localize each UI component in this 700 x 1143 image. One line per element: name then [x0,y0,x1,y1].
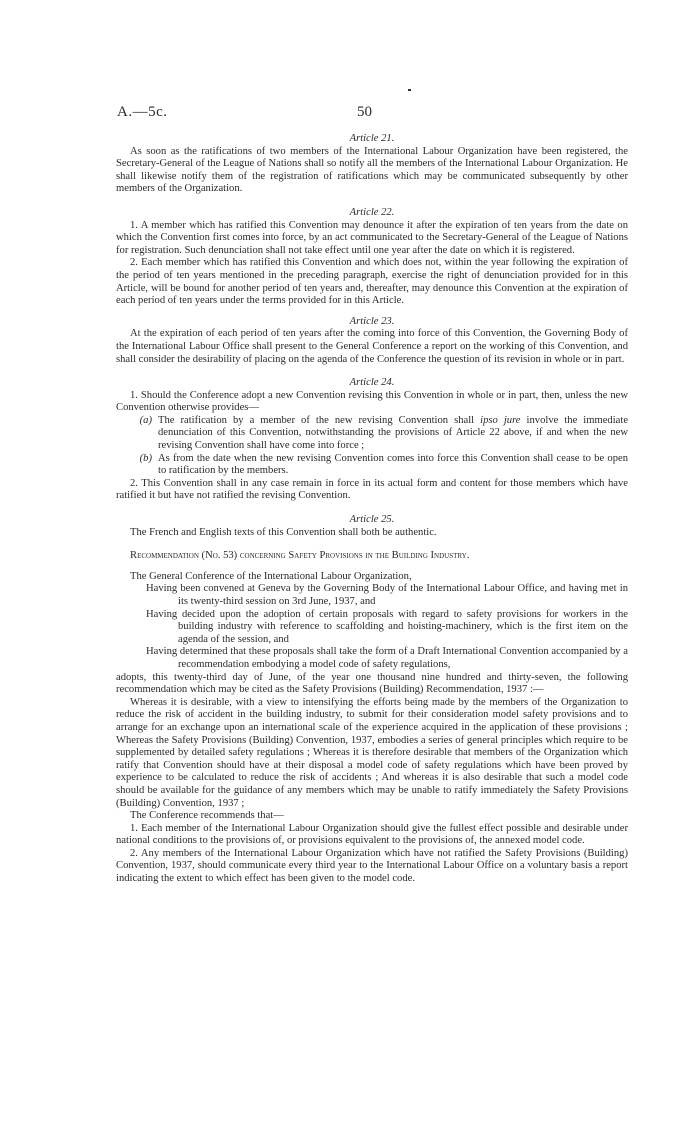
article-24-closing: 2. This Convention shall in any case remain in force in its actual form and content for those members which have ratified it but have not ratified the revising Convention. [116,477,628,502]
article-24-intro: 1. Should the Conference adopt a new Convention revising this Convention in whole or in part, then, unless the new Convention otherwise provides— [116,389,628,414]
article-25-paragraph: The French and English texts of this Convention shall both be authentic. [130,526,437,538]
article-22-paragraph-1: 1. A member which has ratified this Convention may denounce it after the expiration of ten years from the date on which the Convention first comes into force, by an act communicated to the Secretary-General of the League of Nations for registration. Such denunciation shall not take effect until one year after the date on which it is registered. [116,219,628,256]
article-24-item-a [116,415,628,453]
recommendation-point-1: 1. Each member of the International Labour Organization should give the fullest effect possible and desirable under national conditions to the provisions of, or provisions equivalent to the provisions of, the annexed model code. [116,822,628,847]
stray-ink-mark [408,89,411,91]
article-21-heading: Article 21. [349,133,395,144]
recommendation-opening: The General Conference of the International Labour Organization, [130,570,412,582]
article-22-heading: Article 22. [349,206,395,218]
recommendation-recital-3: Having determined that these proposals shall take the form of a Draft International Convention accompanied by a recommendation embodying a model code of safety regulations, [146,646,628,670]
article-24-item-b [116,453,628,478]
recommendation-whereas: Whereas it is desirable, with a view to intensifying the efforts being made by the members of the Organization to reduce the risk of accident in the building industry, to submit for their consideration model safety provisions and to arrange for an exchange upon an international scale of the experience acquired in the application of these provisions ; Whereas the Safety Provisions (Building) Convention, 1937, embodies a series of general principles which require to be supplemented by detailed safety regulations ; Whereas it is therefore desirable that members of the Organization which ratify that Convention should have at their disposal a model code of safety regulations which have been proved by experience to be calculated to reduce the risk of accidents ; And whereas it is also desirable that such a model code should be available for the guidance of any members which may be unable to ratify immediately the Safety Provisions (Building) Convention, 1937 ; [116,696,628,809]
recommendation-title: Recommendation (No. 53) concerning Safety Provisions in the Building Industry. [130,550,470,562]
item-label: (a) [139,414,152,426]
recommendation-point-2: 2. Any members of the International Labour Organization which have not ratified the Safety Provisions (Building) Convention, 1937, should communicate every third year to the International Labour Office on a voluntary basis a report indicating the extent to which effect has been given to the model code. [116,847,628,885]
article-24-heading: Article 24. [349,377,395,389]
document-body [116,133,628,886]
recommendation-recital-2: Having decided upon the adoption of certain proposals with regard to safety provisions for workers in the building industry with reference to scaffolding and hoisting-machinery, which is the first item on the agenda of the session, and [146,608,628,645]
article-23-paragraph: At the expiration of each period of ten years after the coming into force of this Convention, the Governing Body of the International Labour Office shall present to the General Conference a report on the working of this Convention, and shall consider the desirability of placing on the agenda of the Conference the question of its revision in whole or in part. [116,328,628,365]
document-reference: A.—5c. [117,104,168,120]
recommendation-recital-1: Having been convened at Geneva by the Governing Body of the International Labour Office, and having met in its twenty-third session on 3rd June, 1937, and [146,583,628,607]
page-number: 50 [357,104,372,120]
article-23-heading: Article 23. [349,315,395,327]
recommendation-adoption: adopts, this twenty-third day of June, of the year one thousand nine hundred and thirty-seven, the following recommendation which may be cited as the Safety Provisions (Building) Recommendation, 1937 :— [116,671,628,696]
article-21-paragraph: As soon as the ratifications of two members of the International Labour Organization have been registered, the Secretary-General of the League of Nations shall so notify all the members of the International Labour Organization. He shall likewise notify them of the registration of ratifications which may be communicated subsequently by other members of the Organization. [116,145,628,195]
article-25-heading: Article 25. [349,514,395,526]
article-22-paragraph-2: 2. Each member which has ratified this Convention and which does not, within the year following the expiration of the period of ten years mentioned in the preceding paragraph, exercise the right of denunciation provided for in this Article, will be bound for another period of ten years and, thereafter, may denounce this Convention at the expiration of each period of ten years under the terms provided for in this Article. [116,257,628,307]
recommendation-recommends-intro: The Conference recommends that— [130,810,284,822]
item-label: (b) [139,452,152,464]
item-text: The ratification by a member of the new revising Convention shall ipso jure involve the immediate denunciation of this Convention, notwithstanding the provisions of Article 22 above, if and when the new revising Convention shall have come into force ; [158,414,629,452]
item-text: As from the date when the new revising Convention comes into force this Convention shall cease to be open to ratification by the members. [158,452,628,477]
